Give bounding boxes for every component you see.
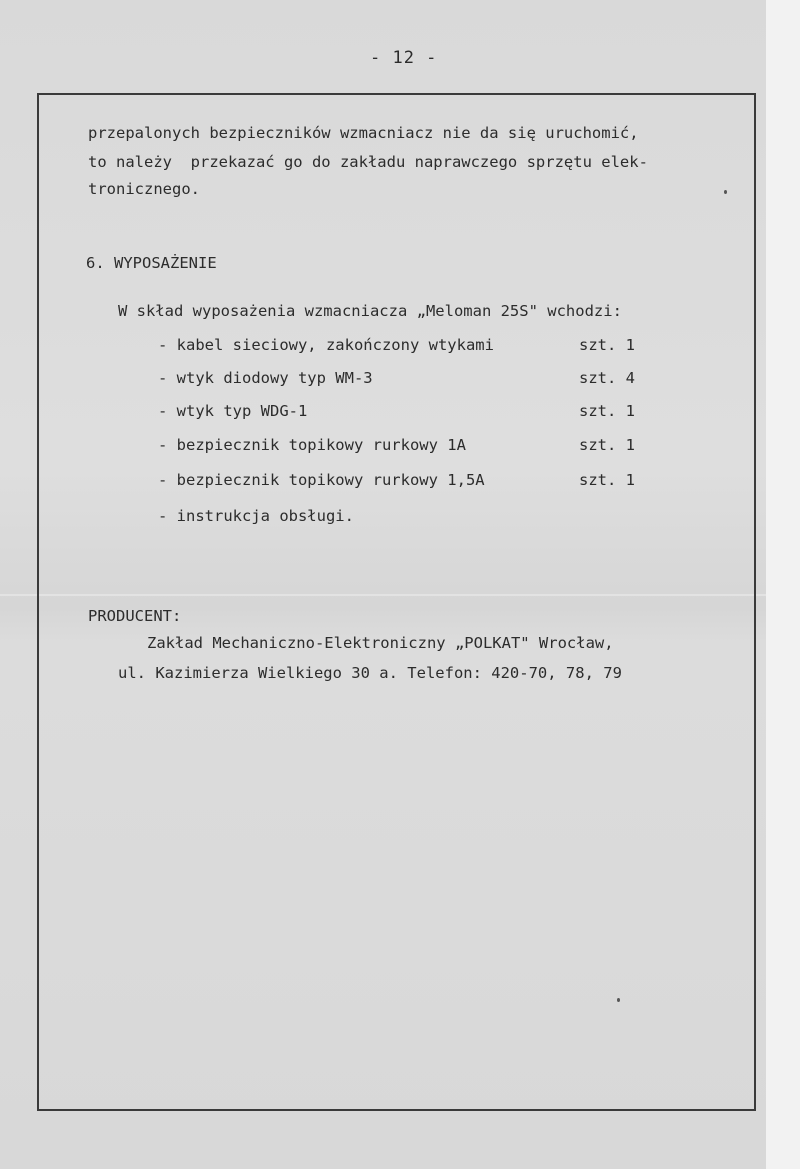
paper-speck bbox=[617, 998, 620, 1002]
intro-line-2: to należy przekazać go do zakładu naprawczego sprzętu elek- bbox=[88, 153, 648, 171]
item-label: - instrukcja obsługi. bbox=[158, 507, 354, 525]
item-quantity: szt. 1 bbox=[579, 471, 635, 489]
intro-line-1: przepalonych bezpieczników wzmacniacz nie da się uruchomić, bbox=[88, 124, 639, 142]
section-lead: W skład wyposażenia wzmacniacza „Meloman 25S" wchodzi: bbox=[118, 302, 622, 320]
item-quantity: szt. 4 bbox=[579, 369, 635, 387]
producer-heading: PRODUCENT: bbox=[88, 607, 182, 625]
page-number: - 12 - bbox=[370, 48, 438, 68]
item-quantity: szt. 1 bbox=[579, 336, 635, 354]
item-label: - bezpiecznik topikowy rurkowy 1A bbox=[158, 436, 466, 454]
section-heading: 6. WYPOSAŻENIE bbox=[86, 254, 217, 272]
content-frame bbox=[37, 93, 756, 1111]
item-label: - wtyk diodowy typ WM-3 bbox=[158, 369, 373, 387]
item-quantity: szt. 1 bbox=[579, 402, 635, 420]
producer-name: Zakład Mechaniczno-Elektroniczny „POLKAT" Wrocław, bbox=[147, 634, 614, 652]
item-label: - bezpiecznik topikowy rurkowy 1,5A bbox=[158, 471, 485, 489]
producer-address: ul. Kazimierza Wielkiego 30 a. Telefon: 420-70, 78, 79 bbox=[118, 664, 622, 682]
item-label: - kabel sieciowy, zakończony wtykami bbox=[158, 336, 494, 354]
intro-line-3: tronicznego. bbox=[88, 180, 200, 198]
page-edge bbox=[766, 0, 800, 1169]
paper-speck bbox=[724, 190, 727, 194]
item-quantity: szt. 1 bbox=[579, 436, 635, 454]
item-label: - wtyk typ WDG-1 bbox=[158, 402, 308, 420]
